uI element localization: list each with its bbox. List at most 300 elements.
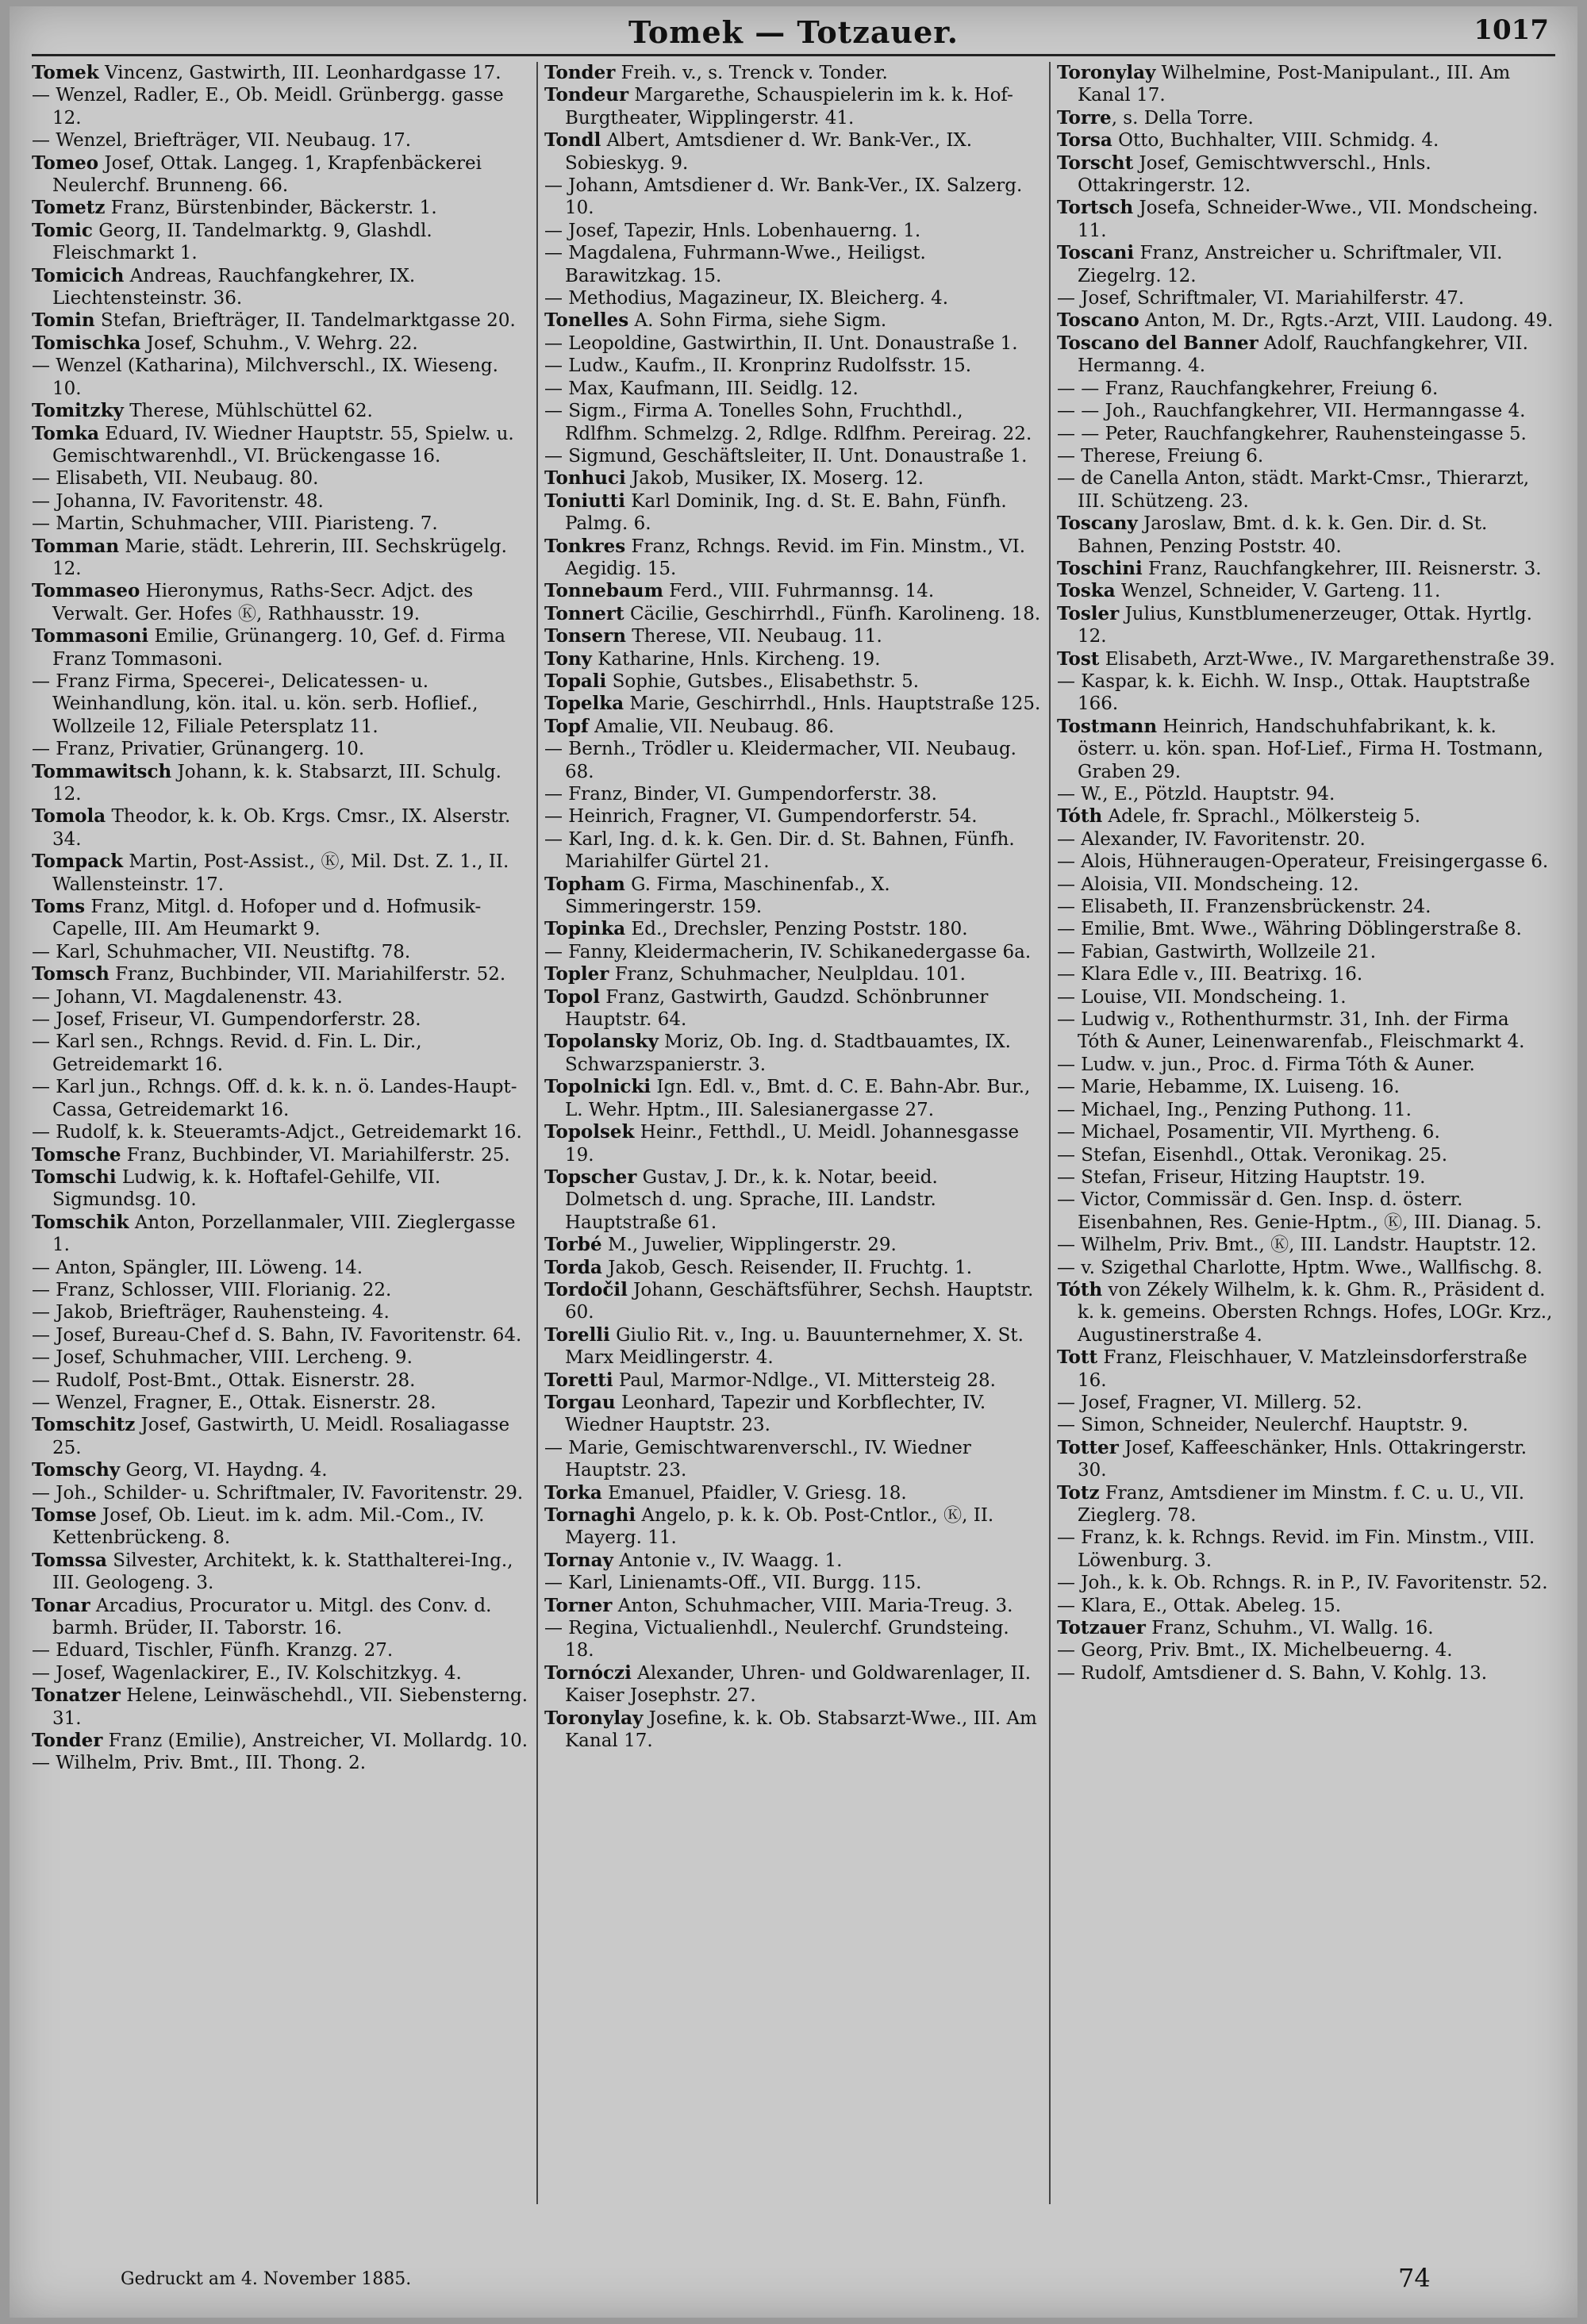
directory-entry [544,1234,1041,1256]
entry-details: Theodor, k. k. Ob. Krgs. Cmsr., IX. Alserstr. 34. [52,806,511,850]
entry-details: Josef, Schuhm., V. Wehrg. 22. [140,332,418,354]
entry-surname: Tonder [544,62,616,83]
entry-details: — Joh., Schilder- u. Schriftmaler, IV. Favoritenstr. 29. [32,1482,524,1504]
entry-details: — Ludwig v., Rothenthurmstr. 31, Inh. der Firma Tóth & Auner, Leinenwarenfab., Fleischmarkt 4. [1057,1009,1525,1053]
directory-entry [32,400,528,422]
directory-entry [32,265,528,310]
entry-details: Franz, Mitgl. d. Hofoper und d. Hofmusik-Capelle, III. Am Heumarkt 9. [52,897,482,940]
page-header [10,11,1577,56]
entry-surname: Toscano [1057,309,1139,332]
directory-entry [544,580,1041,602]
entry-details: — Karl, Linienamts-Off., VII. Burgg. 115. [544,1573,922,1594]
entry-details: — Regina, Victualienhdl., Neulerchf. Grundsteing. 18. [544,1618,1009,1661]
directory-entry [1057,1617,1555,1639]
directory-entry [544,963,1041,985]
entry-details: Franz, Buchbinder, VII. Mariahilferstr. 52. [109,964,506,985]
entry-details: Franz, Schuhm., VI. Wallg. 16. [1145,1618,1434,1639]
directory-entry [1057,1234,1555,1256]
directory-entry [1057,129,1555,152]
entry-surname: Tommasoni [32,625,149,647]
directory-entry [32,536,528,581]
directory-entry [1057,1008,1555,1054]
entry-details: — Josef, Schuhmacher, VIII. Lercheng. 9. [32,1347,413,1369]
entry-surname: Tonkres [544,535,626,557]
entry-surname: Tóth [1057,1278,1103,1300]
entry-details: — Johanna, IV. Favoritenstr. 48. [32,490,324,512]
directory-entry [32,152,528,198]
entry-surname: Topali [544,670,607,692]
entry-surname: Tomischka [32,332,141,354]
directory-entry [544,783,1041,805]
entry-details: Josef, Gemischtwverschl., Hnls. Ottakringerstr. 12. [1078,152,1431,197]
entry-details: — Leopoldine, Gastwirthin, II. Unt. Donaustraße 1. [544,332,1018,354]
entry-details: — Josef, Schriftmaler, VI. Mariahilferstr. 47. [1057,288,1465,309]
entry-details: — Elisabeth, VII. Neubaug. 80. [32,468,319,490]
directory-entry [32,1684,528,1730]
entry-details: — de Canella Anton, städt. Markt-Cmsr., Thierarzt, III. Schützeng. 23. [1057,468,1530,512]
directory-entry [32,355,528,400]
entry-details: Therese, VII. Neubaug. 11. [625,626,882,647]
entry-surname: Tomsche [32,1143,121,1166]
directory-entry [1057,1639,1555,1661]
directory-entry [1057,941,1555,963]
directory-entry [32,332,528,355]
entry-surname: Tomicich [32,264,125,286]
entry-details: — Stefan, Eisenhdl., Ottak. Veronikag. 25. [1057,1144,1448,1166]
entry-details: Jaroslaw, Bmt. d. k. k. Gen. Dir. d. St. Bahnen, Penzing Poststr. 40. [1078,513,1488,557]
directory-entry [32,580,528,625]
directory-entry [32,1257,528,1279]
directory-entry [32,1369,528,1392]
entry-surname: Toms [32,896,86,918]
directory-entry [1057,1595,1555,1617]
directory-entry [544,625,1041,647]
directory-entry [32,1121,528,1143]
directory-entry [1057,986,1555,1008]
entry-surname: Tordočil [544,1278,628,1300]
entry-details: Cäcilie, Geschirrhdl., Fünfh. Karolineng. 18. [624,603,1041,624]
directory-entry [32,129,528,152]
directory-entry [1057,1189,1555,1234]
entry-details: Josef, Ottak. Langeg. 1, Krapfenbäckerei Neulerchf. Brunneng. 66. [52,152,482,197]
entry-details: Hieronymus, Raths-Secr. Adjct. des Verwalt. Ger. Hofes Ⓚ, Rathhausstr. 19. [52,581,474,624]
entry-details: — Klara, E., Ottak. Abeleg. 15. [1057,1595,1342,1616]
entry-details: — Wenzel (Katharina), Milchverschl., IX. Wieseng. 10. [32,355,498,399]
entry-details: — Marie, Gemischtwarenverschl., IV. Wiedner Hauptstr. 23. [544,1437,971,1481]
entry-details: — Emilie, Bmt. Wwe., Währing Döblingerstraße 8. [1057,919,1522,940]
directory-entry [1057,152,1555,198]
entry-surname: Toscany [1057,513,1138,535]
entry-details: — — Peter, Rauchfangkehrer, Rauhensteingasse 5. [1057,423,1527,444]
entry-details: Johann, Geschäftsführer, Sechsh. Hauptstr. 60. [565,1279,1034,1323]
entry-surname: Tomitzky [32,400,124,422]
directory-entry [544,1595,1041,1617]
entry-details: Franz, Gastwirth, Gaudzd. Schönbrunner Hauptstr. 64. [565,986,989,1031]
directory-entry [32,84,528,129]
directory-entry [544,445,1041,467]
entry-details: — Karl, Schuhmacher, VII. Neustiftg. 78. [32,941,411,962]
entry-details: Arcadius, Procurator u. Mitgl. des Conv. d. barmh. Brüder, II. Taborstr. 16. [52,1595,492,1639]
entry-details: — Jakob, Briefträger, Rauhensteing. 4. [32,1302,390,1323]
entry-details: Amalie, VII. Neubaug. 86. [588,716,835,737]
column-1 [32,62,528,2220]
entry-details: — Bernh., Trödler u. Kleidermacher, VII. Neubaug. 68. [544,739,1016,782]
directory-entry [1057,963,1555,985]
entry-details: — Alexander, IV. Favoritenstr. 20. [1057,828,1366,850]
entry-details: — Wilhelm, Priv. Bmt., III. Thong. 2. [32,1753,367,1774]
directory-entry [544,1324,1041,1369]
entry-surname: Tóth [1057,805,1103,828]
entry-details: Freih. v., s. Trenck v. Tonder. [615,63,888,83]
directory-entry [32,1550,528,1595]
entry-details: — Karl, Ing. d. k. k. Gen. Dir. d. St. Bahnen, Fünfh. Mariahilfer Gürtel 21. [544,828,1015,873]
entry-details: — Rudolf, k. k. Steueramts-Adjct., Getreidemarkt 16. [32,1122,522,1143]
entry-details: G. Firma, Maschinenfab., X. Simmeringerstr. 159. [565,874,890,918]
directory-entry [1057,874,1555,896]
entry-details: Jakob, Musiker, IX. Moserg. 12. [625,468,924,490]
entry-surname: Tomssa [32,1549,107,1571]
directory-entry [1057,1144,1555,1166]
directory-entry [1057,1257,1555,1279]
entry-surname: Toronylay [544,1707,644,1729]
entry-surname: Tost [1057,647,1100,670]
directory-entry [32,197,528,219]
entry-details: Anton, Porzellanmaler, VIII. Zieglergasse 1. [52,1212,516,1256]
directory-entry [1057,378,1555,400]
directory-entry [1057,805,1555,828]
directory-entry [32,467,528,490]
directory-entry [544,1257,1041,1279]
directory-entry [544,1617,1041,1662]
entry-surname: Tomic [32,219,93,241]
entry-details: Helene, Leinwäschehdl., VII. Siebensterng. 31. [52,1685,528,1729]
directory-entry [1057,1437,1555,1482]
directory-entry [32,1212,528,1257]
directory-entry [1057,1121,1555,1143]
directory-entry [1057,513,1555,558]
entry-details: — Aloisia, VII. Mondscheing. 12. [1057,874,1359,895]
entry-details: — Josef, Wagenlackirer, E., IV. Kolschitzkyg. 4. [32,1662,462,1684]
sheet-number: 74 [1398,2263,1431,2293]
entry-surname: Tomse [32,1504,97,1526]
entry-details: , s. Della Torre. [1111,107,1254,129]
entry-details: Therese, Mühlschüttel 62. [123,401,373,422]
entry-surname: Tomin [32,309,95,332]
directory-entry [32,1076,528,1121]
entry-surname: Tornóczi [544,1661,632,1684]
directory-entry [544,1392,1041,1437]
entry-details: — Magdalena, Fuhrmann-Wwe., Heiligst. Barawitzkag. 15. [544,243,926,286]
directory-entry [1057,197,1555,242]
directory-entry [32,1144,528,1166]
entry-details: — Franz, Schlosser, VIII. Florianig. 22. [32,1279,392,1300]
directory-entry [544,874,1041,919]
directory-entry [32,1324,528,1346]
entry-details: Heinrich, Handschuhfabrikant, k. k. österr. u. kön. span. Hof-Lief., Firma H. Tostmann, Graben 29. [1078,716,1543,782]
entry-details: — Eduard, Tischler, Fünfh. Kranzg. 27. [32,1640,394,1661]
entry-details: — Josef, Tapezir, Hnls. Lobenhauerng. 1. [544,220,921,241]
entry-surname: Tomka [32,422,99,444]
directory-entry [32,1459,528,1481]
directory-entry [1057,1527,1555,1572]
entry-details: — Josef, Bureau-Chef d. S. Bahn, IV. Favoritenstr. 64. [32,1324,522,1346]
entry-details: Andreas, Rauchfangkehrer, IX. Liechtensteinstr. 36. [52,265,416,309]
page-footer [10,2228,1577,2307]
entry-surname: Tomschitz [32,1414,136,1436]
entry-details: Ed., Drechsler, Penzing Poststr. 180. [625,919,968,940]
entry-details: Giulio Rit. v., Ing. u. Bauunternehmer, X. St. Marx Meidlingerstr. 4. [565,1324,1024,1369]
directory-entry [32,490,528,513]
directory-entry [32,1595,528,1640]
entry-details: Franz, Amtsdiener im Minstm. f. C. u. U., VII. Zieglerg. 78. [1078,1482,1525,1526]
entry-details: Paul, Marmor-Ndlge., VI. Mittersteig 28. [613,1369,996,1391]
entry-surname: Tomschy [32,1459,121,1481]
entry-surname: Tony [544,647,592,670]
entry-surname: Topscher [544,1166,637,1188]
entry-surname: Toschini [1057,557,1143,579]
header-rule [32,54,1555,56]
directory-entry [544,1279,1041,1324]
directory-entry [544,355,1041,377]
directory-entry [544,716,1041,738]
directory-entry [544,536,1041,581]
entry-surname: Totter [1057,1436,1119,1458]
entry-details: — Michael, Posamentir, VII. Myrtheng. 6. [1057,1122,1440,1143]
entry-surname: Totzauer [1057,1617,1146,1639]
entry-details: Franz, Bürstenbinder, Bäckerstr. 1. [105,198,437,219]
entry-surname: Tortsch [1057,197,1134,219]
directory-entry [544,62,1041,84]
entry-details: Ign. Edl. v., Bmt. d. C. E. Bahn-Abr. Bur., L. Wehr. Hptm., III. Salesianergasse 27. [565,1077,1031,1120]
entry-details: — Franz, Binder, VI. Gumpendorferstr. 38. [544,784,937,805]
print-date: Gedruckt am 4. November 1885. [121,2269,412,2289]
entry-details: Eduard, IV. Wiedner Hauptstr. 55, Spielw. u. Gemischtwarenhdl., VI. Brückengasse 16. [52,423,514,467]
directory-entry [544,941,1041,963]
entry-details: Emanuel, Pfaidler, V. Griesg. 18. [601,1482,907,1504]
directory-entry [1057,1099,1555,1121]
directory-entry [1057,918,1555,940]
entry-surname: Tomschik [32,1211,129,1233]
entry-details: Georg, VI. Haydng. 4. [120,1460,328,1481]
directory-entry [1057,1166,1555,1189]
entry-details: — Louise, VII. Mondscheing. 1. [1057,986,1347,1008]
directory-entry [544,738,1041,783]
entry-surname: Tonelles [544,309,629,332]
entry-surname: Toska [1057,580,1116,602]
directory-entry [32,1504,528,1550]
directory-entry [1057,242,1555,287]
entry-details: — — Franz, Rauchfangkehrer, Freiung 6. [1057,378,1439,399]
entry-details: Georg, II. Tandelmarktg. 9, Glashdl. Fleischmarkt 1. [52,220,432,264]
entry-details: Franz, Anstreicher u. Schriftmaler, VII. Ziegelrg. 12. [1078,243,1503,286]
entry-details: — Fanny, Kleidermacherin, IV. Schikanedergasse 6a. [544,941,1032,962]
entry-details: — Martin, Schuhmacher, VIII. Piaristeng. 7. [32,513,438,535]
entry-details: Josefa, Schneider-Wwe., VII. Mondscheing. 11. [1078,198,1539,241]
page-number: 1017 [1474,14,1549,46]
entry-details: — W., E., Pötzld. Hauptstr. 94. [1057,784,1335,805]
entry-details: Ludwig, k. k. Hoftafel-Gehilfe, VII. Sigmundsg. 10. [52,1166,441,1211]
entry-details: Antonie v., IV. Waagg. 1. [613,1550,843,1571]
entry-details: Karl Dominik, Ing. d. St. E. Bahn, Fünfh. Palmg. 6. [565,490,1007,535]
directory-entry [544,175,1041,220]
entry-details: — Fabian, Gastwirth, Wollzeile 21. [1057,941,1377,962]
entry-surname: Tommaseo [32,580,140,602]
directory-entry [544,1572,1041,1594]
entry-surname: Tomeo [32,152,99,174]
directory-entry [544,1437,1041,1482]
entry-details: — Ludw., Kaufm., II. Kronprinz Rudolfsstr. 15. [544,355,972,377]
directory-entry [32,670,528,738]
directory-entry [544,400,1041,445]
entry-surname: Tompack [32,851,124,873]
directory-entry [32,941,528,963]
entry-details: — Ludw. v. jun., Proc. d. Firma Tóth & Auner. [1057,1054,1475,1075]
directory-entry [544,805,1041,828]
entry-details: Johann, k. k. Stabsarzt, III. Schulg. 12. [52,761,501,805]
directory-entry [1057,400,1555,422]
entry-surname: Tondeur [544,84,629,106]
directory-entry [544,603,1041,625]
entry-details: Josefine, k. k. Ob. Stabsarzt-Wwe., III. Am Kanal 17. [565,1707,1037,1752]
directory-entry [544,332,1041,355]
directory-entry [32,1639,528,1661]
directory-entry [32,1414,528,1459]
entry-details: — Sigm., Firma A. Tonelles Sohn, Fruchthdl., Rdlfhm. Schmelzg. 2, Rdlge. Rdlfhm. Pereirag. 22. [544,401,1032,444]
entry-details: — Rudolf, Amtsdiener d. S. Bahn, V. Kohlg. 13. [1057,1662,1488,1684]
entry-surname: Tommawitsch [32,760,172,782]
directory-entry [544,918,1041,940]
directory-entry [544,378,1041,400]
directory-entry [1057,783,1555,805]
entry-details: Josef, Gastwirth, U. Meidl. Rosaliagasse 25. [52,1415,510,1458]
entry-surname: Tomschi [32,1166,117,1188]
entry-details: — Karl jun., Rchngs. Off. d. k. k. n. ö. Landes-Haupt-Cassa, Getreidemarkt 16. [32,1077,517,1120]
entry-surname: Tostmann [1057,715,1158,737]
entry-details: Vincenz, Gastwirth, III. Leonhardgasse 17. [98,63,501,83]
entry-details: — Sigmund, Geschäftsleiter, II. Unt. Donaustraße 1. [544,445,1028,467]
directory-entry [544,1504,1041,1550]
entry-details: — Wenzel, Radler, E., Ob. Meidl. Grünbergg. gasse 12. [32,85,504,129]
directory-entry [32,1752,528,1774]
directory-entry [1057,716,1555,783]
directory-entry [544,828,1041,874]
entry-surname: Torscht [1057,152,1134,174]
entry-details: Moriz, Ob. Ing. d. Stadtbauamtes, IX. Schwarzspanierstr. 3. [565,1031,1011,1075]
entry-details: Katharine, Hnls. Kircheng. 19. [591,648,881,670]
entry-surname: Torsa [1057,129,1112,152]
directory-entry [544,309,1041,332]
entry-surname: Tonsern [544,625,626,647]
directory-entry [32,805,528,851]
directory-entry [32,1031,528,1076]
directory-entry [32,1301,528,1323]
directory-entry [1057,107,1555,129]
directory-entry [544,693,1041,715]
entry-surname: Tosler [1057,602,1120,624]
entry-surname: Tonnebaum [544,580,663,602]
entry-details: Margarethe, Schauspielerin im k. k. Hof-Burgtheater, Wipplingerstr. 41. [565,85,1013,129]
entry-details: — Methodius, Magazineur, IX. Bleicherg. 4. [544,288,949,309]
entry-surname: Toronylay [1057,62,1156,83]
entry-details: — Franz, k. k. Rchngs. Revid. im Fin. Minstm., VIII. Löwenburg. 3. [1057,1527,1535,1571]
directory-entry [544,1707,1041,1753]
directory-entry [1057,287,1555,309]
entry-details: Franz, Rchngs. Revid. im Fin. Minstm., VI. Aegidig. 15. [565,536,1026,579]
entry-surname: Torner [544,1594,613,1616]
directory-entry [1057,1279,1555,1346]
entry-surname: Tomek [32,62,99,83]
directory-entry [32,1279,528,1301]
entry-surname: Toscani [1057,242,1135,264]
entry-details: Sophie, Gutsbes., Elisabethstr. 5. [606,670,920,692]
entry-details: Marie, Geschirrhdl., Hnls. Hauptstraße 125. [624,693,1041,715]
entry-surname: Toretti [544,1369,613,1391]
directory-entry [1057,467,1555,513]
directory-entry [544,1121,1041,1166]
entry-surname: Tott [1057,1346,1098,1369]
entry-details: — Alois, Hühneraugen-Operateur, Freisingergasse 6. [1057,851,1549,873]
directory-entry [544,648,1041,670]
directory-entry [32,738,528,760]
entry-details: Stefan, Briefträger, II. Tandelmarktgasse 20. [94,310,516,332]
entry-details: Otto, Buchhalter, VIII. Schmidg. 4. [1112,130,1439,152]
entry-surname: Tonhuci [544,467,626,490]
entry-details: — Kaspar, k. k. Eichh. W. Insp., Ottak. Hauptstraße 166. [1057,670,1531,715]
directory-entry [1057,1392,1555,1414]
entry-surname: Totz [1057,1481,1100,1504]
directory-entry [544,670,1041,693]
entry-details: Heinr., Fetthdl., U. Meidl. Johannesgasse 19. [565,1122,1020,1166]
entry-surname: Tonatzer [32,1684,121,1707]
directory-entry [32,513,528,535]
directory-entry [544,1076,1041,1121]
entry-details: — Josef, Fragner, VI. Millerg. 52. [1057,1392,1362,1413]
entry-details: Josef, Ob. Lieut. im k. adm. Mil.-Com., IV. Kettenbrückeng. 8. [52,1505,485,1549]
directory-entry [1057,828,1555,851]
entry-details: — v. Szigethal Charlotte, Hptm. Wwe., Wallfischg. 8. [1057,1257,1543,1278]
entry-details: Albert, Amtsdiener d. Wr. Bank-Ver., IX. Sobieskyg. 9. [565,130,973,174]
entry-details: Silvester, Architekt, k. k. Statthalterei-Ing., III. Geologeng. 3. [52,1550,513,1594]
entry-details: Anton, Schuhmacher, VIII. Maria-Treug. 3. [612,1595,1013,1616]
entry-surname: Tomola [32,805,106,828]
entry-details: — Therese, Freiung 6. [1057,445,1264,467]
column-3 [1057,62,1555,2220]
directory-entry [544,490,1041,536]
entry-surname: Topol [544,985,600,1008]
entry-details: Julius, Kunstblumenerzeuger, Ottak. Hyrtlg. 12. [1078,603,1532,647]
directory-entry [1057,580,1555,602]
directory-entry [1057,1076,1555,1098]
entry-details: Franz, Schuhmacher, Neulpldau. 101. [609,964,966,985]
directory-entry [1057,423,1555,445]
directory-entry [1057,332,1555,378]
entry-details: Franz (Emilie), Anstreicher, VI. Mollardg. 10. [102,1731,528,1752]
entry-surname: Tornaghi [544,1504,636,1526]
entry-surname: Tonnert [544,602,624,624]
entry-details: — Rudolf, Post-Bmt., Ottak. Eisnerstr. 28. [32,1369,416,1391]
entry-details: Elisabeth, Arzt-Wwe., IV. Margarethenstraße 39. [1099,648,1555,670]
directory-entry [32,851,528,896]
directory-entry [544,84,1041,129]
directory-entry [1057,62,1555,107]
directory-entry [1057,445,1555,467]
entry-details: — Marie, Hebamme, IX. Luiseng. 16. [1057,1077,1400,1098]
entry-surname: Tomman [32,535,120,557]
directory-entry [32,1008,528,1031]
directory-columns [32,62,1555,2220]
entry-surname: Tonder [32,1730,103,1752]
entry-surname: Topf [544,715,589,737]
